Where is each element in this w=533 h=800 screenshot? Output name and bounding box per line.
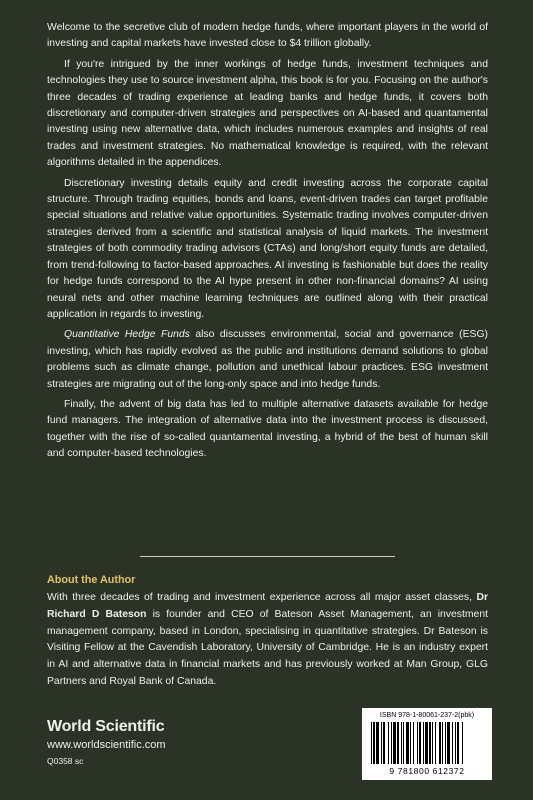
publisher-website: www.worldscientific.com	[47, 739, 166, 751]
synopsis-paragraph-4-text: also discusses environmental, social and governance (ESG) investing, which has rapidly evolved as the public and institutions demand solutions to global problems such as climate change, pollution and unethical labour practices. ESG investment strategies are migrating out of the long-only space and into hedge funds.	[47, 329, 488, 390]
synopsis-paragraph-4	[47, 327, 488, 393]
synopsis-paragraph-5: Finally, the advent of big data has led to multiple alternative datasets available for hedge fund managers. The integration of alternative data into the investment process is discussed, together with the rise of so-called quantamental investing, a hybrid of the best of human skill and computer-based technologies.	[47, 398, 488, 460]
publisher-logo-text: World Scientific	[47, 718, 165, 735]
product-code: Q0358 sc	[47, 756, 84, 766]
isbn-label: ISBN 978-1-80061-237-2(pbk)	[379, 712, 475, 719]
section-divider	[140, 556, 395, 557]
book-title-italic: Quantitative Hedge Funds	[64, 329, 190, 341]
about-author-text	[47, 590, 488, 691]
synopsis	[47, 20, 488, 467]
about-author-heading: About the Author	[47, 574, 136, 586]
author-name: Dr Richard D Bateson	[47, 592, 488, 620]
about-rest: is founder and CEO of Bateson Asset Management, an investment management company, based in London, specialising in quantitative strategies. Dr Bateson is Visiting Fellow at the Cavendish Laboratory, University of Cambridge. He is an industry expert in AI and alternative data in financial markets and has previously worked at Man Group, GLG Partners and Royal Bank of Canada.	[47, 608, 488, 687]
synopsis-paragraph-3: Discretionary investing details equity and credit investing across the corporate capital structure. Through trading equities, bonds and loans, event-driven trades can target profitable special situations and relative value opportunities. Systematic trading involves computer-driven strategies derived from a scientific and statistical analysis of liquid markets. The investment strategies of both commodity trading advisors (CTAs) and long/short equity funds are detailed, from trend-following to factor-based approaches. AI investing is fashionable but does the reality for hedge funds correspond to the AI hype present in other non-financial domains? AI using neural nets and other machine learning techniques are outlined along with their practical application in regards to investing.	[47, 177, 488, 320]
barcode-bars	[371, 722, 483, 766]
synopsis-paragraph-2: If you're intrigued by the inner workings of hedge funds, investment techniques and technologies they use to source investment alpha, this book is for you. Focusing on the author's three decades of trading experience at leading banks and hedge funds, it covers both discretionary and computer-driven strategies and perspectives on AI-based and quantamental investing using new alternative data, which includes numerous examples and insights of real trades and investment strategies. No mathematical knowledge is required, with the relevant algorithms detailed in the appendices.	[47, 58, 488, 169]
about-intro: With three decades of trading and investment experience across all major asset classes,	[47, 592, 473, 603]
synopsis-paragraph-1: Welcome to the secretive club of modern hedge funds, where important players in the world of investing and capital markets have invested close to $4 trillion globally.	[47, 22, 488, 50]
isbn-barcode	[362, 708, 492, 780]
barcode-digits: 9 781800 612372	[389, 766, 465, 776]
